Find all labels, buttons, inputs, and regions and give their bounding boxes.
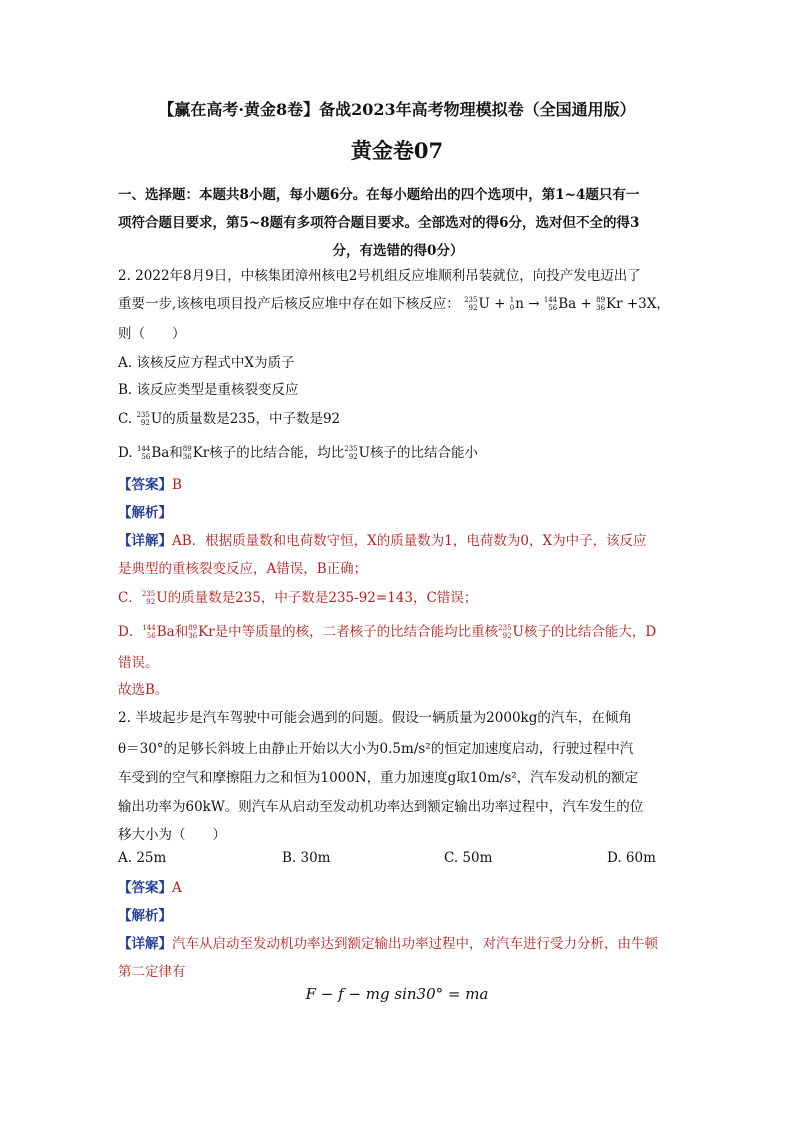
q1-stem-line-2: 重要一步,该核电项目投产后核反应堆中存在如下核反应： 235 92 U + 1 0 n → 144 56 Ba + 89 36 Kr +3X， [118,295,670,312]
q1-option-c: C. 235 92 U的质量数是235，中子数是92 [118,410,341,427]
nuclide-kr89: 89 36 Kr [596,295,623,312]
nuclide-u235: 235 92 U [141,589,168,606]
q1-detail-line-5: 错误。 [118,655,159,671]
nuclide-u235: 235 92 U [498,623,524,640]
q2-analysis-tag: 【解析】 [118,908,172,924]
q1-conclusion: 故选B。 [118,682,169,698]
nuclide-u235: 235 92 U [136,410,163,427]
section-instructions [118,181,678,265]
q1-detail-line-4: D． 144 56 Ba和 89 36 Kr是中等质量的核，二者核子的比结合能均比重核 235 92 U核子的比结合能大，D [118,623,657,640]
section-line-1: 一、选择题：本题共8小题，每小题6分。在每小题给出的四个选项中，第1~4题只有一 [118,187,640,203]
q2-detail-line-2: 第二定律有 [118,964,186,980]
q2-option-c: C. 50m [444,850,493,866]
q2-stem-line-1: 2. 半坡起步是汽车驾驶中可能会遇到的问题。假设一辆质量为2000kg的汽车，在倾角 [118,710,632,726]
q1-detail-line-3: C． 235 92 U的质量数是235，中子数是235-92=143，C错误； [118,589,478,606]
q2-options [118,850,678,868]
q1-analysis-tag: 【解析】 [118,505,172,521]
paper-subtitle: 黄金卷07 [350,138,444,163]
q1-stem-line-3: 则（ ） [118,326,186,342]
q2-option-b: B. 30m [282,850,331,866]
q1-option-a: A. 该核反应方程式中X为质子 [118,355,295,371]
document-title: 【赢在高考·黄金8卷】备战2023年高考物理模拟卷（全国通用版） [158,100,636,119]
nuclide-ba144: 144 56 Ba [142,623,175,640]
q1-detail-line-1: 【详解】AB．根据质量数和电荷数守恒，X的质量数为1，电荷数为0，X为中子，该反应 [118,533,647,549]
q2-stem-line-4: 输出功率为60kW。则汽车从启动至发动机功率达到额定输出功率过程中，汽车发生的位 [118,799,644,815]
q1-stem-text: 重要一步,该核电项目投产后核反应堆中存在如下核反应： [118,296,460,312]
section-line-2: 项符合题目要求，第5~8题有多项符合题目要求。全部选对的得6分，选对但不全的得3 [118,215,640,231]
nuclide-kr89: 89 36 Kr [188,623,215,640]
nuclide-ba144: 144 56 Ba [543,295,577,312]
nuclide-u235: 235 92 U [344,444,371,461]
q2-stem-line-3: 车受到的空气和摩擦阻力之和恒为1000N，重力加速度g取10m/s²，汽车发动机的额定 [118,770,639,786]
q2-detail-line-1: 【详解】汽车从启动至发动机功率达到额定输出功率过程中，对汽车进行受力分析，由牛顿 [118,936,658,952]
q1-answer: 【答案】B [118,477,182,493]
q1-detail-line-2: 是典型的重核裂变反应，A错误，B正确； [118,561,368,577]
reaction-arrow: → [528,296,540,312]
nuclide-kr89: 89 36 Kr [182,444,210,461]
q2-formula: F − f − mg sin30° = ma [305,985,489,1003]
nuclide-neutron: 1 0 n [509,295,524,312]
nuclide-ba144: 144 56 Ba [136,444,170,461]
q1-option-d: D. 144 56 Ba和 89 36 Kr核子的比结合能，均比 235 92 U核子的比结合能小 [118,444,479,461]
q2-stem-line-2: θ＝30°的足够长斜坡上由静止开始以大小为0.5m/s²的恒定加速度启动，行驶过程中汽 [118,741,634,757]
q2-option-d: D. 60m [607,850,656,866]
q1-option-b: B. 该反应类型是重核裂变反应 [118,382,299,398]
q1-stem-line-1: 2. 2022年8月9日，中核集团漳州核电2号机组反应堆顺利吊装就位，向投产发电迈出了 [118,268,641,284]
q2-stem-line-5: 移大小为（ ） [118,827,226,843]
q2-option-a: A. 25m [118,850,167,866]
section-line-3: 分，有选错的得0分） [332,243,464,259]
q2-answer: 【答案】A [118,880,182,896]
nuclide-u235: 235 92 U [464,295,490,312]
